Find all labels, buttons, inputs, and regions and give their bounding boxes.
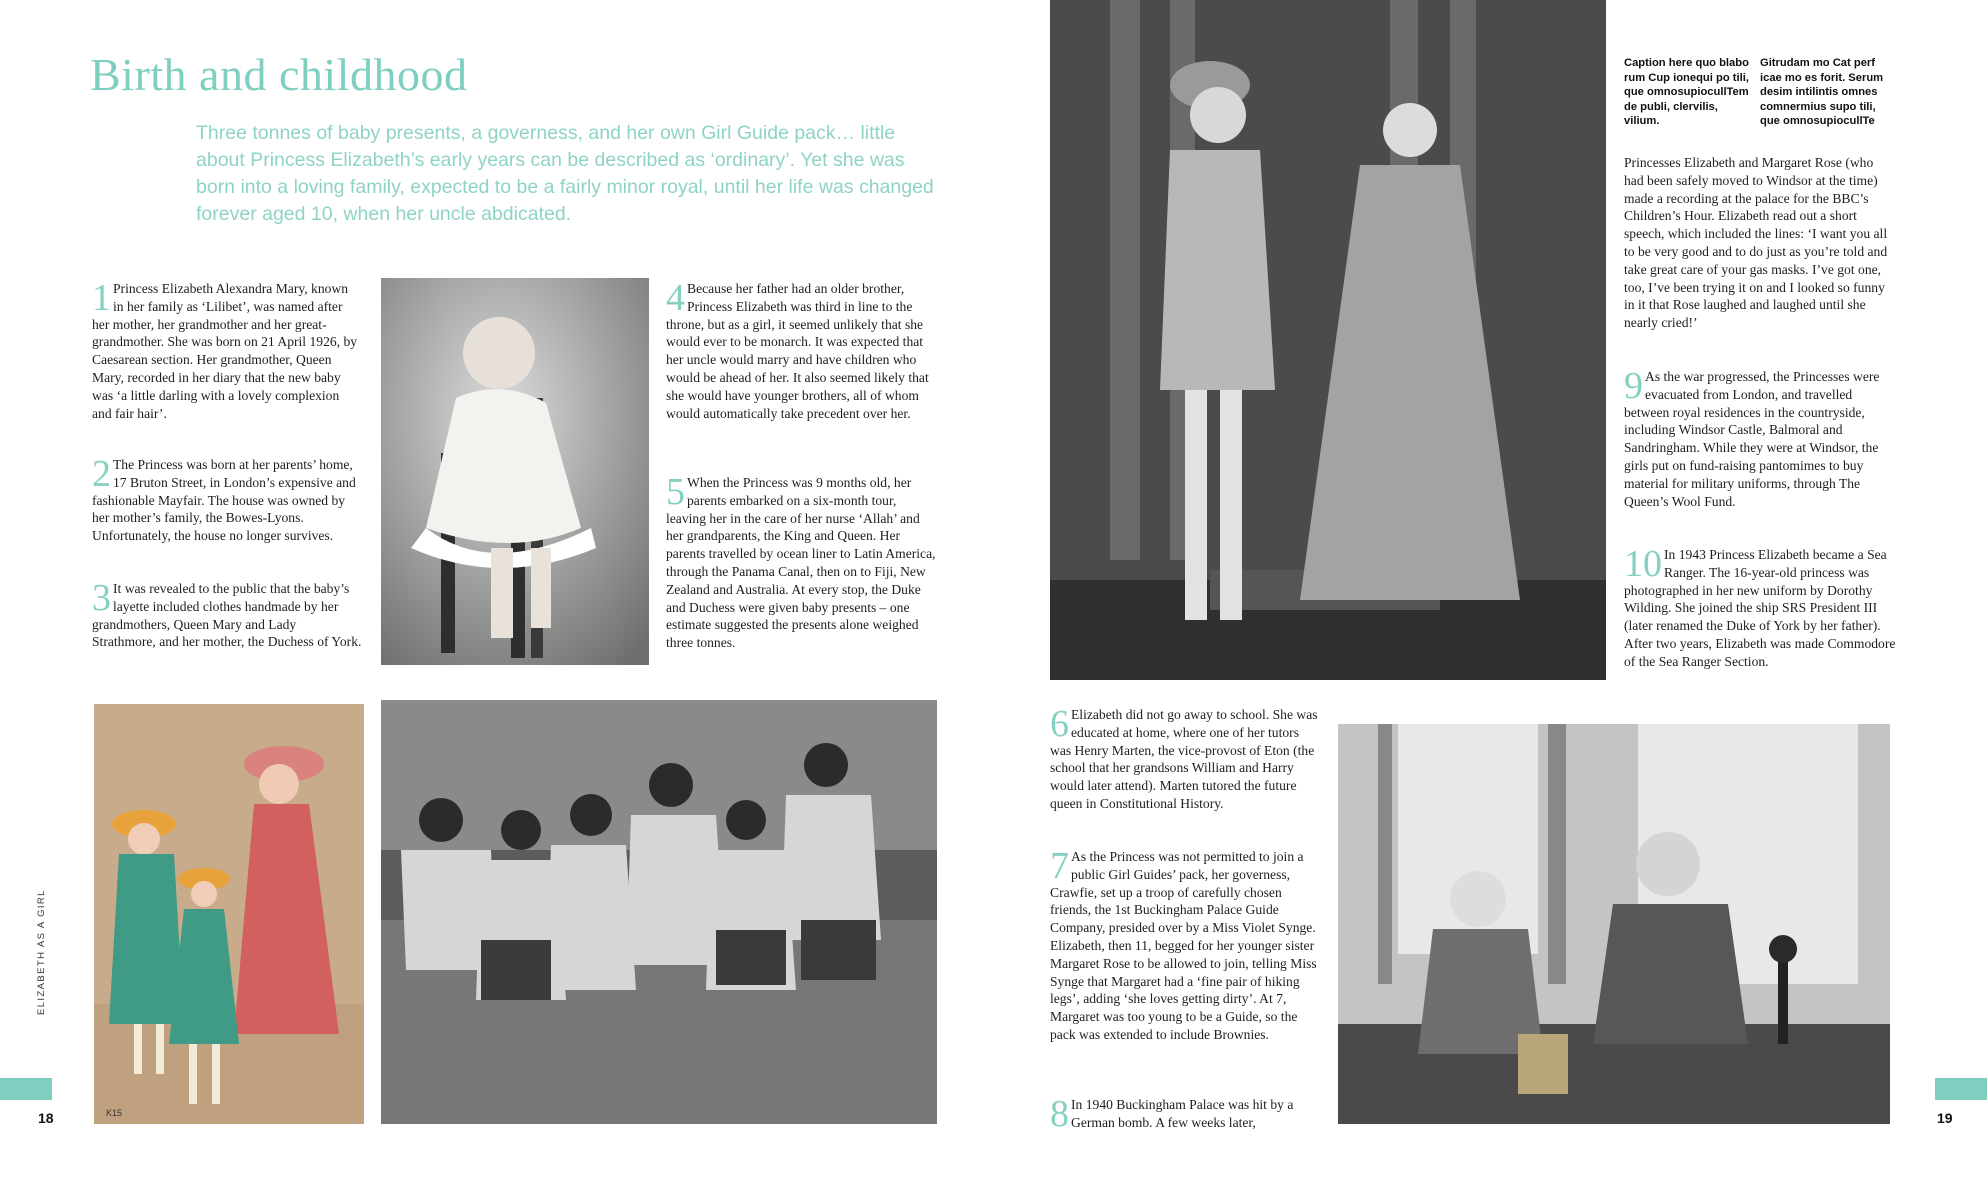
photo-caption-1: Caption here quo blabo rum Cup ionequi po tili, que omnosupiocullTem de publi, clervilis, vilium.: [1624, 57, 1749, 127]
section-5: [666, 471, 938, 652]
section-number: 6: [1050, 703, 1069, 745]
page-title: Birth and childhood: [90, 49, 468, 100]
section-9: [1624, 365, 1896, 510]
princesses-pantomime-photo: [1050, 0, 1606, 680]
section-text: In 1943 Princess Elizabeth became a Sea Ranger. The 16-year-old princess was photographed in her new uniform by Dorothy Wilding. She joined the ship SRS President III (later renamed the Duke of York by her father). After two years, Elizabeth was made Commodore of the Sea Ranger Section.: [1624, 547, 1896, 669]
section-text: As the war progressed, the Princesses were evacuated from London, and travelled between royal residences in the countryside, including Windsor Castle, Balmoral and Sandringham. While they were at Windsor, the girls put on fund-raising pantomimes to buy material for military uniforms, through The Queen’s Wool Fund.: [1624, 369, 1880, 509]
baby-portrait-photo: [381, 278, 649, 665]
photo-caption-2: Gitrudam mo Cat perf icae mo es forit. Serum desim intilintis omnes comnermius supo tili, que omnosupiocullTe: [1760, 57, 1884, 127]
section-number: 4: [666, 277, 685, 319]
hand-coloured-family-photo: [94, 704, 364, 1124]
bbc-broadcast-photo: [1338, 724, 1890, 1124]
page-tab-left: [0, 1078, 52, 1100]
page-number-right: 19: [1937, 1110, 1953, 1126]
section-text: Princess Elizabeth Alexandra Mary, known in her family as ‘Lilibet’, was named after her mother, her grandmother and her great-grandmother. She was born on 21 April 1926, by Caesarean section. Her grandmother, Queen Mary, recorded in her diary that the new baby was ‘a little darling with a lovely complexion and fair hair’.: [92, 281, 358, 421]
section-number: 9: [1624, 365, 1643, 407]
section-text: In 1940 Buckingham Palace was hit by a German bomb. A few weeks later,: [1071, 1097, 1294, 1130]
section-8-continued: [1624, 154, 1896, 332]
girl-guides-group-photo: [381, 700, 937, 1124]
section-number: 10: [1624, 543, 1662, 585]
section-6: [1050, 703, 1320, 813]
section-number: 8: [1050, 1093, 1069, 1135]
intro-paragraph: Three tonnes of baby presents, a governess, and her own Girl Guide pack… little about Princess Elizabeth’s early years can be described as ‘ordinary’. Yet she was born into a loving family, expected to be a fairly minor royal, until her life was changed forever aged 10, when her uncle abdicated.: [196, 122, 934, 225]
section-8: [1050, 1093, 1320, 1135]
section-7: [1050, 845, 1320, 1044]
section-10: [1624, 543, 1896, 671]
section-text: It was revealed to the public that the baby’s layette included clothes handmade by her grandmothers, Queen Mary and Lady Strathmore, and her mother, the Duchess of York.: [92, 581, 362, 650]
section-4: [666, 277, 938, 422]
photo-mark: K15: [106, 1108, 123, 1118]
section-text: As the Princess was not permitted to join a public Girl Guides’ pack, her governess, Crawfie, set up a troop of carefully chosen friends, the 1st Buckingham Palace Guide Company, presided over by a Miss Violet Synge. Elizabeth, then 11, begged for her younger sister Margaret Rose to be allowed to join, telling Miss Synge that Margaret had a ‘fine pair of hiking legs’, adding ‘she loves getting dirty’. At 7, Margaret was too young to be a Guide, so the pack was extended to include Brownies.: [1050, 849, 1317, 1042]
running-section-label: ELIZABETH AS A GIRL: [36, 889, 47, 1015]
section-number: 3: [92, 577, 111, 619]
section-text: When the Princess was 9 months old, her parents embarked on a six-month tour, leaving her in the care of her nurse ‘Allah’ and her grandparents, the King and Queen. Her parents travelled by ocean liner to Latin America, through the Panama Canal, then on to Fiji, New Zealand and Australia. At every stop, the Duke and Duchess were given baby presents – one estimate suggested the presents alone weighed three tonnes.: [666, 475, 936, 651]
section-text: Elizabeth did not go away to school. She was educated at home, where one of her tutors was Henry Marten, the vice-provost of Eton (the school that her grandsons William and Harry would later attend). Marten tutored the future queen in Constitutional History.: [1050, 707, 1318, 811]
section-text: The Princess was born at her parents’ home, 17 Bruton Street, in London’s expensive and fashionable Mayfair. The house was owned by her mother’s family, the Bowes-Lyons. Unfortunately, the house no longer survives.: [92, 457, 356, 544]
section-text: Because her father had an older brother, Princess Elizabeth was third in line to the throne, but as a girl, it seemed unlikely that she would ever to be monarch. It was expected that her uncle would marry and have children who would be ahead of her. It also seemed likely that she would have younger brothers, all of whom would automatically take precedent over her.: [666, 281, 929, 421]
page-tab-right: [1935, 1078, 1987, 1100]
section-3: [92, 577, 362, 651]
section-number: 7: [1050, 845, 1069, 887]
section-text: Princesses Elizabeth and Margaret Rose (who had been safely moved to Windsor at the time) made a recording at the palace for the BBC’s Children’s Hour. Elizabeth read out a short speech, which included the lines: ‘I want you all to be very good and to do just as you’re told and take great care of your gas masks. I’ve got one, too, I’ve been trying it on and I looked so funny in it that Rose laughed and laughed until she nearly cried!’: [1624, 155, 1888, 331]
section-2: [92, 453, 362, 545]
section-number: 2: [92, 453, 111, 495]
section-number: 5: [666, 471, 685, 513]
page-number-left: 18: [38, 1110, 54, 1126]
section-1: [92, 277, 362, 422]
section-number: 1: [92, 277, 111, 319]
